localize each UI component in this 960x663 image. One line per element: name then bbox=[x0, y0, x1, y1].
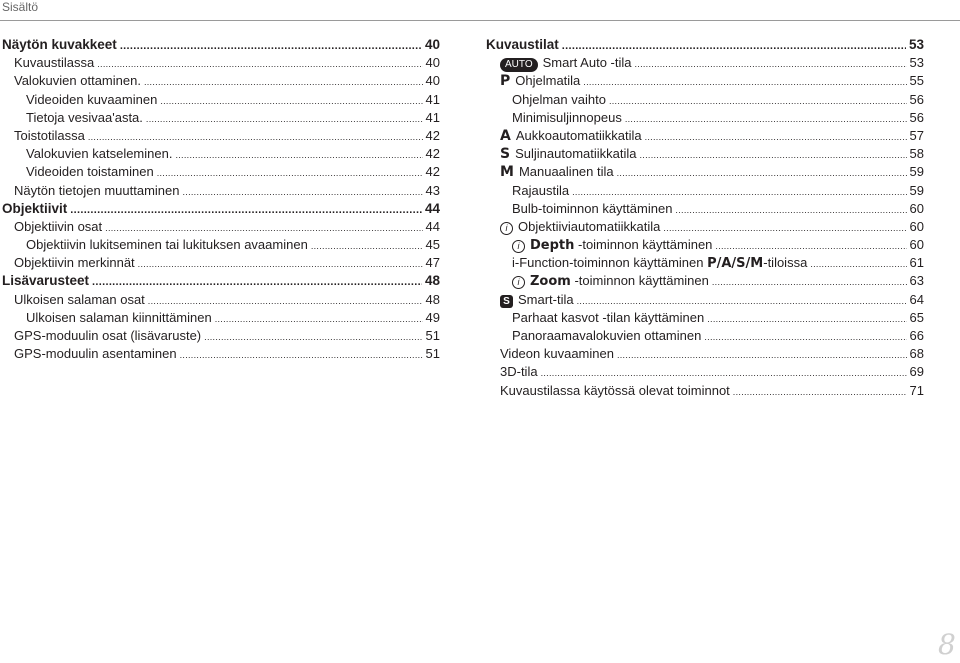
dot-leader bbox=[562, 37, 906, 55]
toc-entry-title bbox=[500, 54, 631, 72]
toc-entry-page: 59 bbox=[909, 182, 924, 198]
toc-entry-title bbox=[26, 109, 143, 127]
toc-entry-page: 56 bbox=[909, 91, 924, 107]
dot-leader bbox=[712, 273, 907, 291]
toc-entry-title bbox=[512, 200, 672, 218]
toc-entry[interactable] bbox=[2, 291, 440, 309]
toc-entry[interactable] bbox=[486, 36, 924, 54]
p-mode-icon: P bbox=[500, 73, 511, 90]
toc-entry[interactable] bbox=[2, 109, 440, 127]
toc-entry[interactable] bbox=[486, 91, 924, 109]
toc-entry-text: Minimisuljinnopeus bbox=[512, 109, 622, 125]
toc-entry-title bbox=[14, 291, 145, 309]
toc-entry-text: Kuvaustilat bbox=[486, 37, 559, 52]
toc-entry-page: 40 bbox=[424, 37, 440, 52]
toc-entry[interactable] bbox=[486, 345, 924, 363]
toc-entry-text: GPS-moduulin asentaminen bbox=[14, 346, 177, 362]
toc-entry-title bbox=[14, 72, 141, 90]
mode-letters: P/A/S/M bbox=[707, 256, 764, 272]
toc-entry-title bbox=[512, 254, 807, 273]
toc-left-column bbox=[2, 36, 440, 363]
dot-leader bbox=[180, 346, 423, 364]
toc-entry[interactable] bbox=[2, 72, 440, 90]
toc-entry[interactable] bbox=[486, 163, 924, 181]
dot-leader bbox=[182, 183, 422, 201]
mode-label: Depth bbox=[530, 238, 575, 254]
toc-entry-page: 57 bbox=[909, 127, 924, 143]
toc-entry[interactable] bbox=[2, 218, 440, 236]
dot-leader bbox=[577, 292, 907, 310]
toc-entry-page: 71 bbox=[909, 382, 924, 398]
toc-entry-title bbox=[512, 327, 701, 345]
section-label: Sisältö bbox=[2, 0, 39, 14]
toc-entry-text: Objektiiviautomatiikkatila bbox=[518, 218, 661, 234]
dot-leader bbox=[204, 328, 422, 346]
toc-entry-page: 63 bbox=[909, 273, 924, 289]
toc-entry-text: Aukkoautomatiikkatila bbox=[515, 127, 642, 143]
toc-entry-title bbox=[26, 163, 154, 181]
dot-leader bbox=[707, 310, 906, 328]
toc-entry-page: 60 bbox=[909, 218, 924, 234]
toc-entry-page: 48 bbox=[424, 273, 440, 289]
toc-entry-page: 64 bbox=[909, 291, 924, 307]
toc-entry[interactable] bbox=[486, 272, 924, 290]
dot-leader bbox=[311, 237, 423, 255]
toc-entry[interactable] bbox=[486, 127, 924, 145]
toc-entry-page: 56 bbox=[909, 109, 924, 125]
dot-leader bbox=[146, 110, 423, 128]
toc-entry[interactable] bbox=[2, 54, 440, 72]
dot-leader bbox=[148, 292, 423, 310]
toc-entry-page: 66 bbox=[909, 328, 924, 343]
dot-leader bbox=[617, 346, 907, 364]
toc-entry-page: 53 bbox=[908, 37, 924, 52]
dot-leader bbox=[572, 183, 906, 201]
toc-entry-page: 55 bbox=[909, 73, 924, 89]
toc-entry-title bbox=[500, 163, 614, 181]
toc-entry-page: 43 bbox=[425, 182, 440, 198]
i-function-icon: i bbox=[512, 240, 525, 253]
dot-leader bbox=[733, 383, 907, 401]
i-function-icon: i bbox=[512, 276, 525, 289]
toc-entry[interactable] bbox=[2, 345, 440, 363]
toc-right-column bbox=[486, 36, 924, 400]
toc-entry-page: 41 bbox=[425, 109, 440, 125]
toc-entry[interactable] bbox=[486, 182, 924, 200]
toc-entry-text: 3D-tila bbox=[500, 364, 538, 380]
toc-entry-text: Valokuvien katseleminen. bbox=[26, 146, 173, 162]
toc-entry-text: Ulkoisen salaman osat bbox=[14, 291, 145, 307]
toc-entry-title bbox=[2, 200, 67, 218]
dot-leader bbox=[541, 364, 907, 382]
dot-leader bbox=[70, 201, 422, 219]
toc-entry[interactable] bbox=[486, 382, 924, 400]
dot-leader bbox=[583, 73, 906, 91]
toc-entry-title bbox=[26, 145, 172, 163]
toc-entry-text: Rajaustila bbox=[512, 182, 570, 198]
toc-entry[interactable] bbox=[2, 91, 440, 109]
toc-entry-text: Ulkoisen salaman kiinnittäminen bbox=[26, 309, 212, 325]
dot-leader bbox=[88, 128, 423, 146]
i-function-icon: i bbox=[500, 222, 513, 235]
toc-entry-title bbox=[2, 272, 89, 290]
toc-entry-text: Videoiden kuvaaminen bbox=[26, 91, 158, 107]
toc-entry-page: 42 bbox=[425, 127, 440, 143]
smart-mode-icon: S bbox=[500, 295, 513, 308]
toc-entry-text: Lisävarusteet bbox=[2, 273, 90, 289]
toc-entry-page: 47 bbox=[425, 255, 440, 271]
toc-entry-text: Tietoja vesivaa'asta. bbox=[26, 109, 143, 125]
dot-leader bbox=[810, 255, 906, 273]
toc-entry-page: 40 bbox=[425, 73, 440, 89]
header-bar bbox=[0, 0, 960, 21]
m-mode-icon: M bbox=[500, 164, 514, 181]
toc-entry[interactable] bbox=[486, 363, 924, 381]
toc-entry-title bbox=[486, 36, 559, 54]
toc-entry-title bbox=[500, 345, 614, 363]
dot-leader bbox=[617, 164, 907, 182]
toc-entry-title bbox=[512, 272, 709, 291]
toc-entry-text: Bulb-toiminnon käyttäminen bbox=[512, 200, 673, 216]
dot-leader bbox=[609, 92, 907, 110]
toc-entry[interactable] bbox=[2, 236, 440, 254]
toc-entry-text: Ohjelmatila bbox=[515, 73, 581, 89]
toc-entry-page: 51 bbox=[425, 346, 440, 362]
toc-entry[interactable] bbox=[2, 36, 440, 54]
toc-entry-text: Suljinautomatiikkatila bbox=[515, 146, 637, 162]
toc-entry-text: Objektiivin lukitseminen tai lukituksen avaaminen bbox=[26, 237, 308, 253]
page-number: 8 bbox=[938, 628, 956, 661]
toc-entry-title bbox=[26, 236, 308, 254]
toc-entry[interactable] bbox=[486, 72, 924, 90]
toc-entry-title bbox=[500, 363, 538, 381]
toc-entry-page: 60 bbox=[909, 237, 924, 253]
toc-entry[interactable] bbox=[2, 145, 440, 163]
toc-entry-page: 44 bbox=[425, 218, 440, 234]
toc-entry-title bbox=[512, 309, 704, 327]
toc-entry-text: Smart Auto -tila bbox=[542, 55, 632, 71]
s-mode-icon: S bbox=[500, 146, 511, 163]
toc-entry[interactable] bbox=[486, 109, 924, 127]
toc-entry-title bbox=[14, 254, 135, 272]
toc-entry-text: Objektiivin merkinnät bbox=[14, 255, 135, 271]
a-mode-icon: A bbox=[500, 127, 511, 144]
dot-leader bbox=[704, 328, 906, 346]
toc-entry-text: GPS-moduulin osat (lisävaruste) bbox=[14, 328, 202, 343]
toc-entry-page: 61 bbox=[909, 255, 924, 271]
toc-entry-page: 68 bbox=[909, 346, 924, 362]
toc-entry-title bbox=[14, 127, 85, 145]
toc-entry-text: Videon kuvaaminen bbox=[500, 346, 614, 362]
mode-label: Zoom bbox=[530, 274, 571, 290]
toc-entry[interactable] bbox=[2, 254, 440, 272]
toc-entry-page: 60 bbox=[909, 200, 924, 216]
toc-entry-title bbox=[14, 218, 102, 236]
toc-entry-text: Näytön kuvakkeet bbox=[2, 37, 117, 52]
toc-entry-title bbox=[14, 327, 201, 345]
dot-leader bbox=[138, 255, 423, 273]
toc-entry-text: -tiloissa bbox=[763, 255, 808, 271]
toc-entry-text: Parhaat kasvot -tilan käyttäminen bbox=[512, 309, 705, 325]
dot-leader bbox=[105, 219, 422, 237]
toc-entry-page: 41 bbox=[425, 91, 440, 107]
toc-entry-page: 48 bbox=[425, 291, 440, 307]
toc-entry[interactable] bbox=[486, 218, 924, 236]
toc-entry[interactable] bbox=[486, 145, 924, 163]
toc-entry[interactable] bbox=[2, 309, 440, 327]
toc-entry-title bbox=[500, 145, 637, 163]
dot-leader bbox=[120, 37, 422, 55]
toc-entry-text: Näytön tietojen muuttaminen bbox=[14, 182, 180, 198]
toc-entry[interactable] bbox=[486, 327, 924, 345]
toc-entry-title bbox=[512, 109, 622, 127]
toc-entry[interactable] bbox=[486, 254, 924, 272]
toc-entry-page: 44 bbox=[424, 200, 440, 216]
toc-entry[interactable] bbox=[486, 291, 924, 309]
toc-entry-page: 49 bbox=[425, 309, 440, 325]
toc-entry-title bbox=[14, 54, 94, 72]
toc-entry-page: 45 bbox=[425, 237, 440, 253]
toc-entry-page: 42 bbox=[425, 164, 440, 180]
toc-entry-text: -toiminnon käyttäminen bbox=[574, 237, 713, 253]
dot-leader bbox=[640, 146, 907, 164]
toc-entry[interactable] bbox=[486, 200, 924, 218]
toc-entry-title bbox=[2, 36, 117, 54]
toc-entry[interactable] bbox=[2, 182, 440, 200]
toc-entry-title bbox=[26, 91, 157, 109]
toc-entry-title bbox=[500, 218, 660, 236]
toc-entry-text: Manuaalinen tila bbox=[518, 164, 614, 180]
toc-entry[interactable] bbox=[2, 327, 440, 345]
toc-entry-title bbox=[26, 309, 212, 327]
toc-entry-title bbox=[512, 91, 606, 109]
dot-leader bbox=[663, 219, 906, 237]
toc-entry-text: Smart-tila bbox=[518, 291, 574, 307]
toc-entry-text: Ohjelman vaihto bbox=[512, 91, 606, 107]
dot-leader bbox=[92, 273, 422, 291]
toc-entry-page: 59 bbox=[909, 164, 924, 180]
dot-leader bbox=[97, 55, 422, 73]
dot-leader bbox=[625, 110, 907, 128]
toc-entry-text: Objektiivit bbox=[2, 200, 68, 216]
toc-entry-title bbox=[500, 72, 580, 90]
toc-entry-page: 65 bbox=[909, 309, 924, 325]
dot-leader bbox=[634, 55, 906, 73]
toc-entry-page: 69 bbox=[909, 364, 924, 380]
toc-entry-title bbox=[500, 291, 574, 309]
toc-entry-title bbox=[512, 236, 712, 255]
toc-entry-title bbox=[14, 182, 179, 200]
dot-leader bbox=[144, 73, 423, 91]
dot-leader bbox=[215, 310, 423, 328]
dot-leader bbox=[675, 201, 906, 219]
toc-entry[interactable] bbox=[486, 236, 924, 254]
dot-leader bbox=[715, 237, 906, 255]
toc-entry[interactable] bbox=[486, 309, 924, 327]
toc-entry[interactable] bbox=[2, 163, 440, 181]
toc-entry[interactable] bbox=[2, 127, 440, 145]
toc-entry-page: 51 bbox=[425, 328, 440, 343]
toc-entry-text: Objektiivin osat bbox=[14, 218, 103, 234]
toc-entry-title bbox=[500, 127, 642, 145]
toc-entry-text: Toistotilassa bbox=[14, 127, 85, 143]
toc-entry-title bbox=[14, 345, 177, 363]
toc-entry[interactable] bbox=[2, 200, 440, 218]
toc-entry-page: 40 bbox=[425, 55, 440, 71]
toc-entry-page: 42 bbox=[425, 146, 440, 162]
toc-entry-page: 58 bbox=[909, 146, 924, 162]
toc-entry-text: Kuvaustilassa käytössä olevat toiminnot bbox=[500, 382, 730, 398]
dot-leader bbox=[175, 146, 422, 164]
dot-leader bbox=[157, 164, 423, 182]
toc-entry-title bbox=[512, 182, 569, 200]
auto-mode-icon: AUTO bbox=[500, 58, 538, 72]
toc-entry[interactable] bbox=[486, 54, 924, 72]
toc-entry-text: -toiminnon käyttäminen bbox=[570, 273, 709, 289]
toc-entry-page: 53 bbox=[909, 55, 924, 71]
toc-entry-text: Kuvaustilassa bbox=[14, 55, 95, 71]
toc-entry-text: Panoraamavalokuvien ottaminen bbox=[512, 328, 702, 343]
toc-entry[interactable] bbox=[2, 272, 440, 290]
toc-entry-text: Valokuvien ottaminen. bbox=[14, 73, 141, 89]
toc-entry-text: Videoiden toistaminen bbox=[26, 164, 154, 180]
toc-entry-title bbox=[500, 382, 730, 400]
dot-leader bbox=[645, 128, 907, 146]
dot-leader bbox=[160, 92, 422, 110]
toc-entry-text: i-Function-toiminnon käyttäminen bbox=[512, 255, 708, 271]
